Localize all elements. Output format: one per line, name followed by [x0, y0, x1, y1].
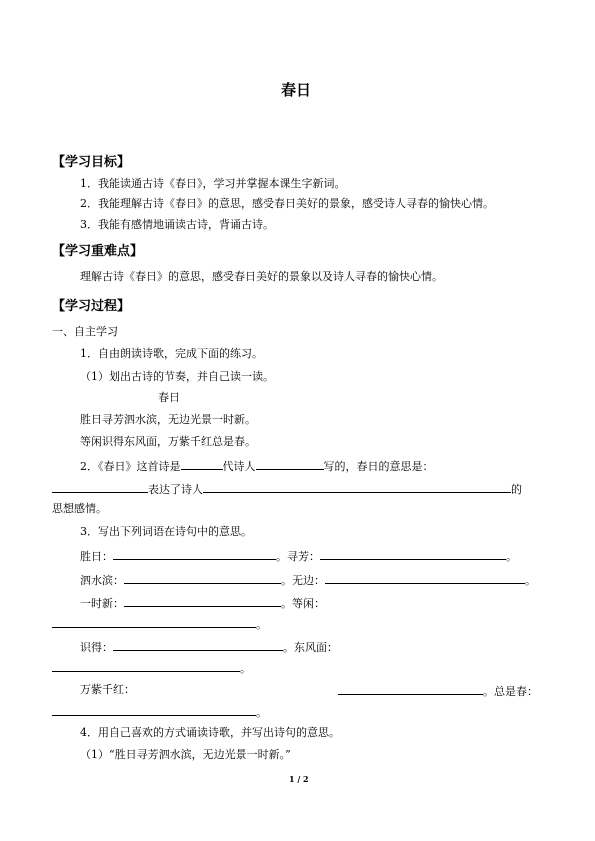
goal-item: 1．我能读通古诗《春日》，学习并掌握本课生字新词。 — [80, 177, 346, 190]
poem-title: 春日 — [158, 391, 180, 404]
question-3: 3．写出下列词语在诗句中的意思。 — [80, 525, 252, 538]
word-row-continued — [52, 660, 251, 676]
word-row — [80, 639, 338, 655]
punctuation: 。 — [240, 662, 251, 675]
question-2-text: 的 — [511, 483, 522, 496]
part-heading: 一、自主学习 — [52, 325, 118, 338]
word-row — [80, 548, 517, 564]
punctuation: 。 — [525, 574, 536, 587]
question-2-line3: 思想感情。 — [52, 502, 107, 515]
poem-line: 胜日寻芳泗水滨，无边光景一时新。 — [80, 413, 256, 426]
word-label: 。总是春： — [483, 685, 538, 698]
word-row — [80, 572, 536, 588]
answer-blank[interactable] — [113, 639, 283, 651]
answer-blank[interactable] — [256, 458, 324, 470]
poem-line: 等闲识得东风面，万紫千红总是春。 — [80, 435, 256, 448]
answer-blank[interactable] — [338, 683, 483, 695]
answer-blank[interactable] — [320, 548, 506, 560]
word-label: 。东风面： — [283, 641, 338, 654]
punctuation: 。 — [506, 550, 517, 563]
question-2-text: 表达了诗人 — [148, 483, 203, 496]
key-points-text: 理解古诗《春日》的意思，感受春日美好的景象以及诗人寻春的愉快心情。 — [80, 270, 443, 283]
word-row-continued — [52, 704, 267, 720]
question-1: 1．自由朗读诗歌，完成下面的练习。 — [80, 347, 263, 360]
question-4: 4．用自己喜欢的方式诵读诗歌，并写出诗句的意思。 — [80, 726, 340, 739]
word-label: 识得： — [80, 641, 113, 654]
section-heading-key-points: 【学习重难点】 — [52, 244, 144, 259]
answer-blank[interactable] — [52, 704, 256, 716]
goal-item: 2．我能理解古诗《春日》的意思，感受春日美好的景象，感受诗人寻春的愉快心情。 — [80, 197, 494, 210]
word-label: 一时新： — [80, 597, 124, 610]
word-row-continued — [52, 616, 267, 632]
word-label: 胜日： — [80, 550, 113, 563]
section-heading-process: 【学习过程】 — [52, 299, 131, 314]
section-heading-goals: 【学习目标】 — [52, 155, 131, 170]
punctuation: 。 — [256, 618, 267, 631]
question-2-text: 2．《春日》这首诗是 — [80, 460, 181, 473]
answer-blank[interactable] — [124, 572, 281, 584]
answer-blank[interactable] — [181, 458, 223, 470]
answer-blank[interactable] — [325, 572, 525, 584]
answer-blank[interactable] — [52, 616, 256, 628]
punctuation: 。 — [256, 706, 267, 719]
word-label: 泗水滨： — [80, 574, 124, 587]
word-label: 万紫千红： — [80, 683, 135, 696]
question-2-text: 代诗人 — [222, 460, 256, 473]
answer-blank[interactable] — [124, 595, 281, 607]
answer-blank[interactable] — [52, 481, 148, 493]
page-number: 1 / 2 — [289, 774, 309, 784]
word-label: 。寻芳： — [276, 550, 320, 563]
word-row — [80, 595, 325, 611]
word-label: 。等闲： — [281, 597, 325, 610]
answer-blank[interactable] — [113, 548, 276, 560]
page-title: 春日 — [281, 81, 312, 99]
question-2-line1 — [80, 458, 434, 474]
answer-blank[interactable] — [52, 660, 240, 672]
word-label: 。无边： — [281, 574, 325, 587]
question-2-line2 — [52, 481, 522, 497]
goal-item: 3．我能有感情地诵读古诗，背诵古诗。 — [80, 218, 274, 231]
question-4-sub: （1）“胜日寻芳泗水滨，无边光景一时新。” — [80, 748, 291, 761]
word-row-right — [338, 683, 538, 699]
question-1-sub: （1）划出古诗的节奏，并自己读一读。 — [80, 370, 274, 383]
answer-blank[interactable] — [203, 481, 511, 493]
question-2-text: 写的，春日的意思是： — [323, 460, 434, 473]
